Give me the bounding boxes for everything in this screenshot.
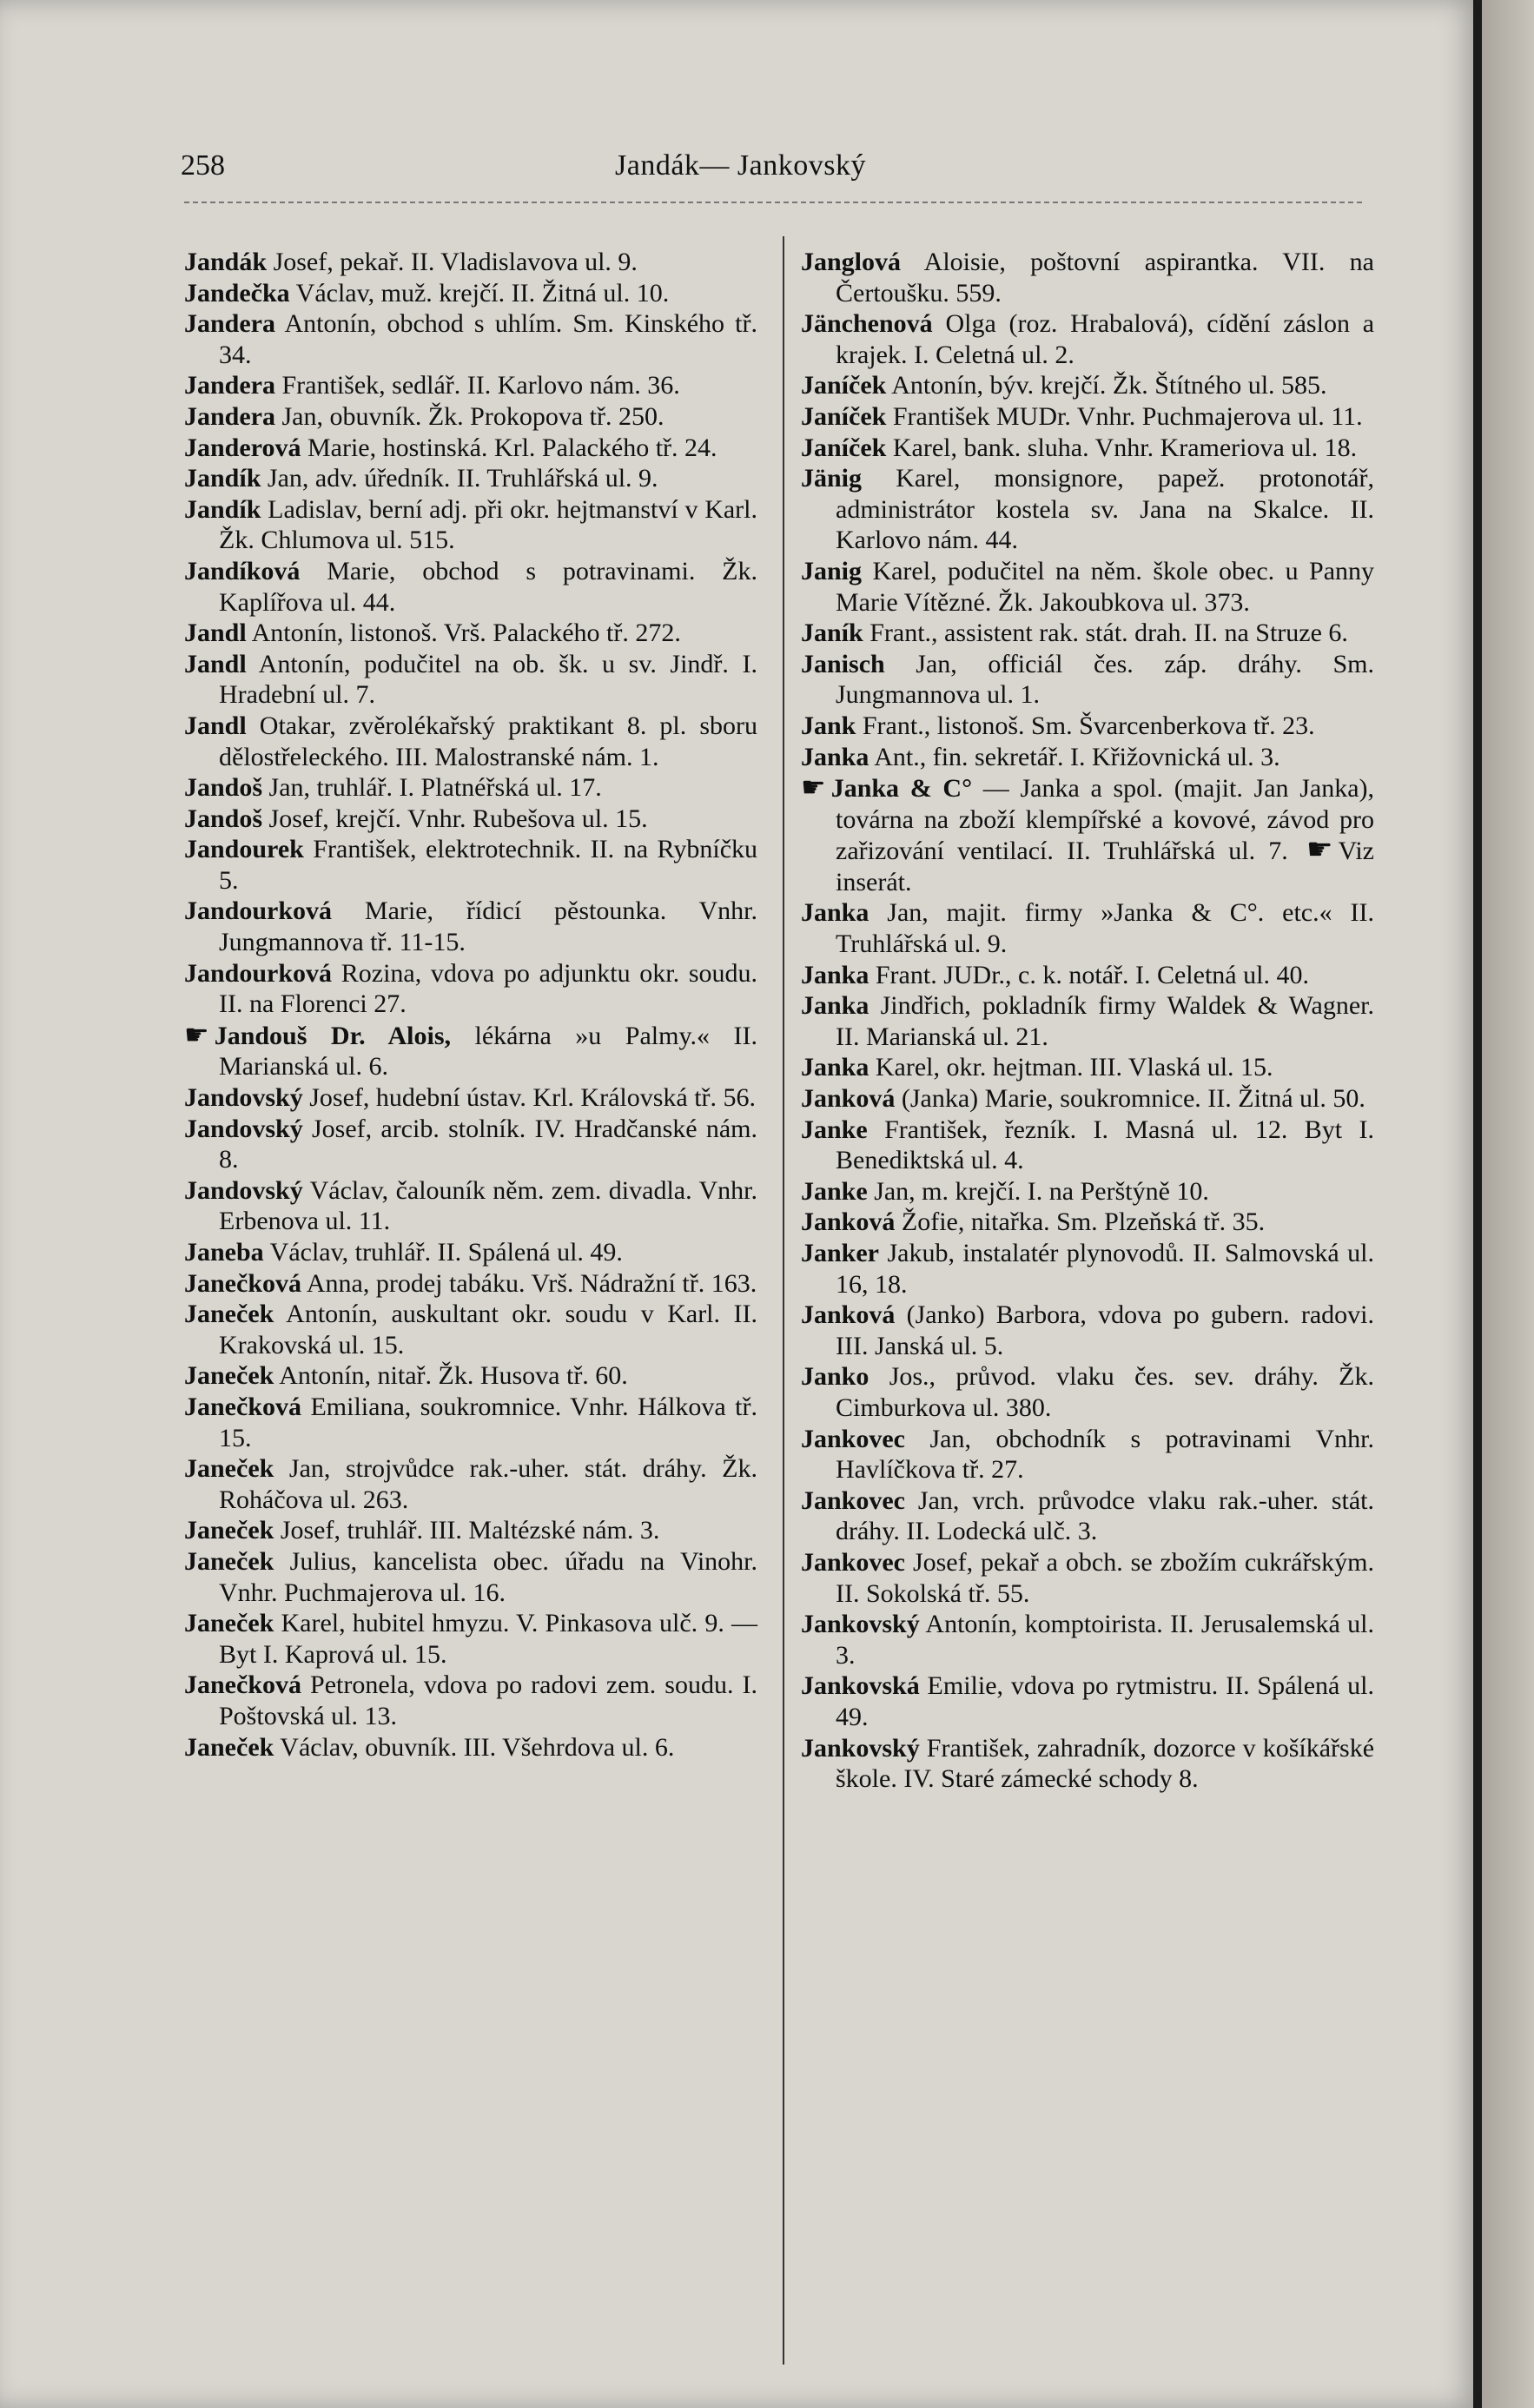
directory-entry	[801, 1361, 1374, 1423]
directory-entry	[184, 1360, 757, 1392]
directory-entry	[184, 834, 757, 896]
entry-details: Jan, adv. úředník. II. Truhlářská ul. 9.	[267, 464, 658, 493]
entry-surname: Jandl	[184, 649, 247, 678]
entry-surname: Janečková	[184, 1268, 301, 1298]
entry-details: František, zahradník, dozorce v košíkářské škole. IV. Staré zámecké schody 8.	[836, 1733, 1375, 1794]
entry-details: Jan, officiál čes. záp. dráhy. Sm. Jungmannova ul. 1.	[836, 649, 1374, 710]
entry-details: Marie, řídicí pěstounka. Vnhr. Jungmannova tř. 11-15.	[219, 896, 758, 957]
directory-entry	[184, 1546, 757, 1608]
entry-details: Jan, strojvůdce rak.-uher. stát. dráhy. Žk. Roháčova ul. 263.	[219, 1454, 758, 1514]
entry-surname: Jandoš	[184, 773, 263, 803]
entry-surname: Janisch	[801, 649, 885, 678]
entry-details: Antonín, podučitel na ob. šk. u sv. Jindř. I. Hradební ul. 7.	[219, 649, 757, 710]
directory-entry	[801, 1115, 1374, 1176]
entry-surname: Jandík	[184, 464, 261, 493]
entry-details: Ladislav, berní adj. při okr. hejtmanství v Karl. Žk. Chlumova ul. 515.	[219, 494, 758, 555]
entry-surname: Jandouš Dr. Alois,	[214, 1021, 452, 1050]
entry-surname: Janke	[801, 1176, 868, 1206]
entry-details: Josef, pekař. II. Vladislavova ul. 9.	[273, 248, 638, 276]
entry-details: Marie, obchod s potravinami. Žk. Kaplířova ul. 44.	[219, 556, 757, 617]
directory-entry	[801, 1609, 1374, 1670]
entry-details: — Janka a spol. (majit. Jan Janka), továrna na zboží klempířské a kovové, závod pro zařizování ventilací. II. Truhlářská ul. 7.	[836, 774, 1375, 866]
directory-entry	[184, 1082, 757, 1114]
directory-entry	[184, 1299, 757, 1360]
directory-entry	[184, 278, 757, 309]
entry-details: Jan, obuvník. Žk. Prokopova tř. 250.	[281, 401, 665, 431]
directory-entry	[801, 1300, 1374, 1361]
entry-surname: Janka	[801, 898, 869, 928]
entry-surname: Janeček	[184, 1300, 274, 1329]
entry-surname: Jandoš	[184, 804, 263, 833]
directory-entry	[184, 1608, 757, 1670]
directory-entry	[184, 494, 757, 556]
entry-details: Josef, krejčí. Vnhr. Rubešova ul. 15.	[268, 804, 648, 833]
entry-surname: Jandovský	[184, 1083, 303, 1113]
directory-entry	[184, 958, 757, 1020]
entry-details: Anna, prodej tabáku. Vrš. Nádražní tř. 163.	[306, 1268, 757, 1298]
entry-details: Olga (roz. Hrabalová), cídění záslon a krajek. I. Celetná ul. 2.	[836, 309, 1375, 369]
entry-details: Emiliana, soukromnice. Vnhr. Hálkova tř. 15.	[219, 1392, 757, 1452]
directory-entry	[801, 990, 1374, 1052]
page-header	[181, 149, 1353, 202]
page-number: 258	[181, 149, 225, 182]
entry-surname: Janeček	[184, 1516, 274, 1545]
entry-details: Antonín, nitař. Žk. Husova tř. 60.	[279, 1361, 628, 1391]
entry-surname: Janeček	[184, 1361, 274, 1391]
entry-surname: Janka	[801, 960, 869, 989]
pointing-hand-icon: ☛	[1306, 834, 1333, 867]
entry-surname: Janko	[801, 1362, 869, 1392]
directory-entry	[801, 370, 1374, 401]
entry-surname: Janečková	[184, 1670, 301, 1700]
entry-surname: Jandera	[184, 401, 275, 431]
directory-entry	[184, 1114, 757, 1175]
entry-details: Jan, truhlář. I. Platnéřská ul. 17.	[268, 773, 602, 803]
entry-details: (Janko) Barbora, vdova po gubern. radovi. III. Janská ul. 5.	[836, 1300, 1375, 1360]
entry-details: Jindřich, pokladník firmy Waldek & Wagner. II. Marianská ul. 21.	[836, 991, 1375, 1051]
entry-details: Josef, truhlář. III. Maltézské nám. 3.	[280, 1516, 660, 1545]
entry-details: lékárna »u Palmy.« II. Marianská ul. 6.	[219, 1021, 758, 1082]
directory-entry	[801, 1485, 1374, 1547]
directory-entry	[184, 1515, 757, 1546]
entry-details: František MUDr. Vnhr. Puchmajerova ul. 11.	[892, 401, 1363, 431]
directory-entry	[184, 896, 757, 957]
entry-surname: Jankovský	[801, 1733, 920, 1763]
entry-surname: Janečková	[184, 1392, 301, 1421]
entry-details: Antonín, auskultant okr. soudu v Karl. II. Krakovská ul. 15.	[219, 1300, 757, 1359]
book-gutter	[1473, 0, 1482, 2408]
directory-entry	[184, 556, 757, 618]
entry-surname: Janderová	[184, 433, 301, 462]
entry-details: Emilie, vdova po rytmistru. II. Spálená ul. 49.	[836, 1671, 1374, 1731]
pointing-hand-icon: ☛	[801, 771, 826, 804]
entry-surname: Jandák	[184, 248, 268, 276]
facing-page-edge	[1482, 0, 1534, 2408]
directory-entry	[801, 649, 1374, 711]
entry-details: Antonín, listonoš. Vrš. Palackého tř. 272.	[251, 619, 681, 648]
directory-entry	[184, 649, 757, 711]
directory-entry	[801, 772, 1374, 897]
entry-surname: Jankovský	[801, 1610, 920, 1639]
left-column	[184, 247, 757, 1763]
directory-entry	[801, 247, 1374, 308]
directory-entry	[801, 960, 1374, 991]
entry-surname: Jänchenová	[801, 309, 933, 339]
entry-surname: Jandl	[184, 619, 247, 648]
directory-entry	[184, 308, 757, 370]
entry-surname: Jandíková	[184, 556, 301, 585]
entry-details: Václav, obuvník. III. Všehrdova ul. 6.	[280, 1732, 675, 1762]
entry-surname: Jandourková	[184, 896, 333, 926]
entry-details: Antonín, komptoirista. II. Jerusalemská ul. 3.	[836, 1610, 1374, 1670]
entry-details: Josef, pekař a obch. se zbožím cukrářským. II. Sokolská tř. 55.	[836, 1547, 1374, 1608]
entry-surname: Janíček	[801, 371, 887, 400]
entry-surname: Jankovec	[801, 1485, 905, 1515]
header-rule	[184, 202, 1362, 203]
directory-entry	[801, 308, 1374, 370]
entry-details: František, řezník. I. Masná ul. 12. Byt I. Benediktská ul. 4.	[836, 1115, 1375, 1175]
entry-surname: Janíček	[801, 401, 887, 431]
directory-entry	[801, 1238, 1374, 1300]
entry-details: Jan, obchodník s potravinami Vnhr. Havlíčkova tř. 27.	[836, 1424, 1374, 1485]
directory-entry	[801, 1207, 1374, 1238]
directory-entry	[801, 433, 1374, 464]
entry-see-also: Viz inserát.	[836, 837, 1374, 896]
entry-surname: Jandera	[184, 309, 275, 339]
entry-surname: Janeček	[184, 1609, 274, 1638]
entry-surname: Janka	[801, 991, 869, 1021]
running-head: Jandák— Jankovský	[615, 149, 866, 182]
entry-details: Josef, hudební ústav. Krl. Královská tř. 56.	[309, 1083, 757, 1113]
directory-entry	[184, 247, 757, 278]
entry-surname: Janeba	[184, 1238, 264, 1267]
directory-entry	[184, 1392, 757, 1453]
entry-details: Karel, bank. sluha. Vnhr. Krameriova ul. 18.	[892, 433, 1358, 462]
directory-entry	[184, 401, 757, 433]
entry-surname: Jandera	[184, 371, 275, 400]
directory-entry	[184, 1175, 757, 1237]
entry-details: Petronela, vdova po radovi zem. soudu. I. Poštovská ul. 13.	[219, 1670, 757, 1730]
directory-entry	[184, 618, 757, 649]
directory-entry	[801, 1052, 1374, 1083]
entry-surname: Janka	[801, 1053, 869, 1082]
directory-entry	[184, 1237, 757, 1268]
directory-entry	[801, 1083, 1374, 1115]
directory-entry	[801, 1424, 1374, 1485]
entry-surname: Janglová	[801, 248, 902, 276]
directory-entry	[184, 772, 757, 804]
directory-entry	[801, 897, 1374, 959]
entry-details: Jan, majit. firmy »Janka & C°. etc.« II. Truhlářská ul. 9.	[836, 898, 1375, 959]
directory-entry	[184, 804, 757, 835]
directory-entry	[184, 1453, 757, 1515]
entry-details: Frant., assistent rak. stát. drah. II. na Struze 6.	[869, 619, 1348, 648]
entry-surname: Janka	[801, 742, 869, 771]
entry-details: Jan, vrch. průvodce vlaku rak.-uher. stát. dráhy. II. Lodecká ulč. 3.	[836, 1485, 1374, 1546]
entry-details: Julius, kancelista obec. úřadu na Vinohr. Vnhr. Puchmajerova ul. 16.	[219, 1546, 757, 1607]
entry-surname: Janig	[801, 556, 863, 585]
entry-surname: Jandourek	[184, 835, 304, 864]
directory-entry	[801, 1547, 1374, 1609]
entry-details: Ant., fin. sekretář. I. Křižovnická ul. 3.	[874, 742, 1280, 771]
entry-surname: Jandovský	[184, 1114, 303, 1143]
directory-entry	[184, 1268, 757, 1300]
entry-surname: Jandečka	[184, 278, 290, 308]
directory-entry	[801, 1670, 1374, 1732]
entry-details: Karel, podučitel na něm. škole obec. u Panny Marie Vítězné. Žk. Jakoubkova ul. 373.	[836, 556, 1375, 617]
entry-details: František, sedlář. II. Karlovo nám. 36.	[281, 371, 680, 400]
entry-surname: Janíček	[801, 433, 887, 462]
directory-entry	[801, 1176, 1374, 1207]
directory-entry	[801, 463, 1374, 556]
entry-details: Karel, monsignore, papež. protonotář, administrátor kostela sv. Jana na Skalce. II. Karlovo nám. 44.	[836, 464, 1375, 555]
entry-details: Karel, hubitel hmyzu. V. Pinkasova ulč. 9. — Byt I. Kaprová ul. 15.	[219, 1609, 757, 1669]
directory-entry	[184, 1732, 757, 1763]
entry-surname: Jänig	[801, 464, 863, 493]
directory-entry	[184, 433, 757, 464]
entry-surname: Janík	[801, 619, 863, 648]
entry-surname: Janeček	[184, 1732, 274, 1762]
entry-surname: Jank	[801, 711, 856, 740]
entry-surname: Janke	[801, 1115, 868, 1144]
entry-details: Marie, hostinská. Krl. Palackého tř. 24.	[307, 433, 717, 462]
entry-details: Antonín, býv. krejčí. Žk. Štítného ul. 585.	[891, 371, 1327, 400]
entry-details: Aloisie, poštovní aspirantka. VII. na Čertoušku. 559.	[836, 248, 1374, 308]
directory-entry	[801, 401, 1374, 433]
directory-entry	[801, 556, 1374, 618]
right-column	[801, 247, 1374, 1795]
entry-details: Otakar, zvěrolékařský praktikant 8. pl. sboru dělostřeleckého. III. Malostranské nám. 1.	[219, 711, 757, 771]
entry-details: Frant. JUDr., c. k. notář. I. Celetná ul. 40.	[875, 960, 1309, 989]
directory-entry	[184, 711, 757, 772]
entry-surname: Janka & C°	[830, 774, 973, 804]
entry-details: Žofie, nitařka. Sm. Plzeňská tř. 35.	[901, 1207, 1266, 1237]
entry-surname: Janková	[801, 1084, 896, 1114]
column-divider	[783, 236, 784, 2365]
directory-entry	[801, 742, 1374, 773]
entry-surname: Janeček	[184, 1546, 274, 1576]
entry-details: Josef, arcib. stolník. IV. Hradčanské nám. 8.	[219, 1114, 758, 1174]
entry-surname: Janker	[801, 1239, 879, 1267]
entry-surname: Janeček	[184, 1454, 274, 1484]
entry-details: Antonín, obchod s uhlím. Sm. Kinského tř. 34.	[219, 309, 757, 369]
entry-details: Václav, muž. krejčí. II. Žitná ul. 10.	[295, 278, 670, 308]
entry-surname: Jandík	[184, 494, 261, 524]
entry-details: Jos., průvod. vlaku čes. sev. dráhy. Žk. Cimburkova ul. 380.	[836, 1362, 1375, 1422]
directory-entry	[801, 618, 1374, 649]
pointing-hand-icon: ☛	[184, 1018, 209, 1050]
entry-details: František, elektrotechnik. II. na Rybníčku 5.	[219, 835, 758, 895]
entry-surname: Jankovská	[801, 1671, 920, 1701]
entry-details: Rozina, vdova po adjunktu okr. soudu. II. na Florenci 27.	[219, 958, 758, 1019]
entry-surname: Jandl	[184, 711, 247, 740]
directory-entry	[801, 711, 1374, 742]
entry-surname: Jankovec	[801, 1547, 905, 1577]
entry-surname: Janková	[801, 1207, 896, 1237]
entry-surname: Jankovec	[801, 1424, 905, 1453]
directory-entry	[184, 1670, 757, 1731]
entry-surname: Jandovský	[184, 1175, 303, 1205]
directory-entry	[184, 1020, 757, 1082]
directory-entry	[184, 370, 757, 401]
entry-surname: Jandourková	[184, 958, 333, 988]
entry-details: Jakub, instalatér plynovodů. II. Salmovská ul. 16, 18.	[836, 1239, 1374, 1299]
directory-entry	[184, 463, 757, 494]
directory-entry	[801, 1733, 1374, 1795]
entry-details: (Janka) Marie, soukromnice. II. Žitná ul. 50.	[901, 1084, 1365, 1114]
entry-details: Karel, okr. hejtman. III. Vlaská ul. 15.	[875, 1053, 1273, 1082]
entry-details: Václav, čalouník něm. zem. divadla. Vnhr. Erbenova ul. 11.	[219, 1175, 757, 1236]
entry-details: Václav, truhlář. II. Spálená ul. 49.	[269, 1238, 623, 1267]
entry-surname: Janková	[801, 1300, 896, 1330]
entry-details: Jan, m. krejčí. I. na Perštýně 10.	[874, 1176, 1209, 1206]
entry-details: Frant., listonoš. Sm. Švarcenberkova tř. 23.	[862, 711, 1315, 740]
